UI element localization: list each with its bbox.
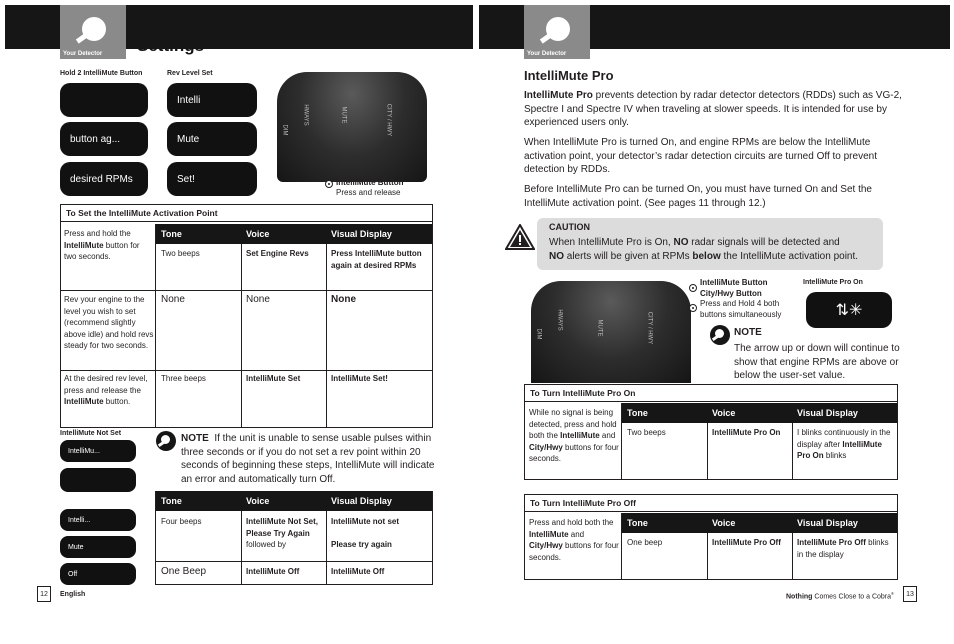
paragraph: Before IntelliMute Pro can be turned On, you must have turned On and Set the IntelliMute activation point. (See pages 11 through 12.) [524, 184, 872, 209]
button-caption-text: Press and Hold 4 both buttons simultaneously [700, 299, 782, 319]
display-cell [797, 427, 895, 462]
table-header: Voice [707, 403, 793, 423]
note-icon [156, 431, 176, 451]
note-icon [710, 325, 730, 345]
button-caption-title: City/Hwy Button [700, 288, 762, 298]
table-divider [60, 290, 433, 291]
footer-slogan [786, 591, 894, 600]
table-title: To Set the IntelliMute Activation Point [61, 205, 432, 222]
step-text: button. [103, 397, 131, 406]
footer-bold: Nothing [786, 593, 813, 601]
detector-label: DIM [535, 328, 542, 340]
step-text: buttons for four seconds. [529, 442, 619, 463]
button-caption-title: IntelliMute Button [336, 178, 404, 187]
tone-cell: None [161, 294, 185, 305]
display-pill: IntelliMu... [60, 440, 136, 462]
right-header-tab [524, 5, 590, 59]
right-tab-label: Your Detector [527, 51, 567, 57]
step-cell [529, 407, 619, 465]
step-bold: IntelliMute [64, 240, 104, 250]
display-pill: button ag... [60, 122, 148, 156]
table-divider [241, 244, 242, 428]
table-divider [707, 423, 708, 480]
note-text: If the unit is unable to sense usable pulses within three seconds or if you do not set a rev point within 20 seconds of beginning these steps, IntelliMute will indicate an error and automatically turn Off. [181, 433, 435, 485]
table-divider [241, 511, 242, 585]
col1-caption: Hold 2 IntelliMute Button [60, 70, 143, 77]
display-pill: desired RPMs [60, 162, 148, 196]
caution-text [549, 236, 879, 264]
detector-label: DIM [281, 124, 288, 136]
table-row [64, 228, 152, 263]
button-caption [336, 178, 404, 198]
display-pill: Mute [167, 122, 257, 156]
tone-cell: Two beeps [627, 428, 666, 437]
button-caption [700, 278, 802, 320]
step-text: and [568, 529, 585, 539]
tone-cell: Three beeps [161, 374, 206, 383]
detector-label: MUTE [596, 319, 603, 337]
step-text: While no signal is being detected, press and hold both the [529, 408, 617, 440]
step-bold: City/Hwy [529, 541, 563, 550]
display-pill [60, 468, 136, 492]
table-header: Tone [622, 513, 708, 533]
voice-cell [246, 516, 324, 551]
display-pill: Mute [60, 536, 136, 558]
footer-text: Comes Close to a Cobra [812, 593, 892, 601]
table-title: To Turn IntelliMute Pro Off [525, 495, 897, 512]
table-header: Visual Display [326, 491, 432, 511]
note-text: The arrow up or down will continue to show that engine RPMs are above or below the user-set value. [734, 343, 900, 381]
table-header: Visual Display [792, 403, 897, 423]
tone-cell: One Beep [161, 566, 207, 577]
table-divider [621, 403, 622, 480]
detector-label: HWAYS [556, 309, 563, 331]
section-heading: IntelliMute Pro [524, 68, 614, 83]
footer-text: English [60, 591, 86, 598]
table-row [64, 373, 154, 408]
table-header: Voice [707, 513, 793, 533]
table-divider [707, 533, 708, 580]
step-text: Press and hold the [64, 229, 131, 238]
display-cell: None [331, 294, 356, 305]
voice-cell: None [246, 294, 270, 305]
table-divider [155, 561, 433, 562]
table-divider [792, 423, 793, 480]
tone-cell: Two beeps [161, 249, 200, 258]
caution-bold: NO [673, 237, 689, 248]
step-bold: IntelliMute [560, 431, 600, 440]
caution-icon [505, 224, 535, 250]
col2-caption: Rev Level Set [167, 70, 213, 77]
display-cell: Press IntelliMute button again at desired RPMs [331, 249, 422, 270]
display-cell: IntelliMute Off [331, 567, 385, 576]
left-header-tab [60, 5, 126, 59]
table-header: Visual Display [326, 224, 432, 244]
caution-bold: NO [549, 251, 564, 262]
arrow-blink-icon: ⇅✳ [835, 302, 863, 319]
step-text: buttons for four seconds. [529, 541, 619, 562]
voice-cell: Set Engine Revs [246, 249, 309, 258]
detector-label: CITY / HWY [646, 311, 653, 345]
step-text: and [599, 431, 616, 440]
intellimute-button-marker [325, 180, 333, 188]
step-text: Rev your engine to the level you wish to set (recommend slightly above idle) and hold revs steady for two seconds. [64, 295, 154, 350]
detector-icon [546, 17, 570, 41]
paragraph-text: prevents detection by radar detector detectors (RDDs) such as VG-2, Spectre I and Spectre IV when traveling at slower speeds. It is intended for use by experienced users only. [524, 90, 902, 128]
detector-label: CITY / HWY [385, 103, 392, 137]
step-text: At the desired rev level, press and release the [64, 374, 148, 395]
display-text: blinks in the display [797, 538, 889, 559]
table-header: Tone [156, 224, 242, 244]
detector-photo [277, 72, 427, 182]
table-divider [621, 513, 622, 580]
note-label: NOTE [181, 433, 209, 444]
step-text: button for two seconds. [64, 240, 140, 261]
display-pill: Set! [167, 162, 257, 196]
table-divider [326, 511, 327, 585]
voice-bold: IntelliMute Not Set, Please Try Again [246, 517, 318, 538]
voice-text: followed by [246, 540, 287, 549]
table-divider [155, 224, 156, 428]
voice-cell: IntelliMute Pro On [712, 428, 781, 437]
table-divider [792, 533, 793, 580]
button-marker [689, 284, 697, 292]
detector-label: HWAYS [302, 104, 309, 126]
tone-cell: One beep [627, 538, 663, 547]
voice-cell: IntelliMute Pro Off [712, 538, 781, 547]
page-number: 12 [37, 586, 51, 602]
table-header: Voice [241, 224, 327, 244]
table-divider [60, 370, 433, 371]
paragraph: When IntelliMute Pro is turned On, and engine RPMs are below the IntelliMute activation point, your detector’s radar detection circuits are turned Off to prevent detection by RDDs. [524, 137, 877, 175]
button-caption-text: Press and release [336, 188, 401, 197]
table-header: Tone [622, 403, 708, 423]
table-header: Tone [156, 491, 242, 511]
table-row [64, 294, 154, 352]
display-bold: IntelliMute Pro Off [797, 538, 866, 547]
paragraph-bold: IntelliMute Pro [524, 90, 593, 101]
display-pill: Intelli... [60, 509, 136, 531]
button-caption-title: IntelliMute Button [700, 278, 768, 287]
caution-label: CAUTION [549, 222, 590, 232]
detector-label: MUTE [340, 106, 347, 124]
caution-text-part: When IntelliMute Pro is On, [549, 237, 674, 248]
display-cell: IntelliMute not set [331, 517, 399, 526]
display-pill [806, 292, 892, 328]
table-divider [326, 244, 327, 428]
step-bold: City/Hwy [529, 442, 563, 452]
caution-text-part: alerts will be given at RPMs [564, 251, 693, 262]
step-bold: IntelliMute [64, 397, 104, 406]
detector-icon [82, 17, 106, 41]
display-caption: IntelliMute Pro On [803, 279, 863, 286]
caution-bold: below [692, 251, 721, 262]
display-cell [797, 537, 895, 560]
registered-mark: ® [891, 591, 894, 596]
step-cell [529, 517, 619, 563]
step-text: Press and hold both the [529, 518, 614, 527]
display-cell: IntelliMute Set! [331, 374, 388, 383]
caution-text-part: the IntelliMute activation point. [720, 251, 859, 262]
tone-cell: Four beeps [161, 517, 202, 526]
paragraph [524, 89, 914, 130]
voice-cell: IntelliMute Set [246, 374, 301, 383]
table-header: Visual Display [792, 513, 897, 533]
not-set-caption: IntelliMute Not Set [60, 430, 122, 437]
note-paragraph [181, 432, 436, 486]
display-pill [60, 83, 148, 117]
display-cell: Please try again [331, 540, 392, 549]
button-marker [689, 304, 697, 312]
note-label: NOTE [734, 327, 762, 338]
caution-text-part: radar signals will be detected and [688, 237, 840, 248]
table-header: Voice [241, 491, 327, 511]
page-title: Settings [137, 36, 205, 55]
voice-cell: IntelliMute Off [246, 567, 300, 576]
display-text: blinks [823, 451, 847, 460]
step-bold: IntelliMute [529, 529, 569, 539]
page-number: 13 [903, 586, 917, 602]
table-title: To Turn IntelliMute Pro On [525, 385, 897, 402]
display-pill: Intelli [167, 83, 257, 117]
left-tab-label: Your Detector [63, 51, 103, 57]
display-bold: IntelliMute Pro On [797, 439, 882, 460]
display-text: I blinks continuously in the display after [797, 428, 891, 449]
detector-photo [531, 281, 691, 383]
display-pill: Off [60, 563, 136, 585]
